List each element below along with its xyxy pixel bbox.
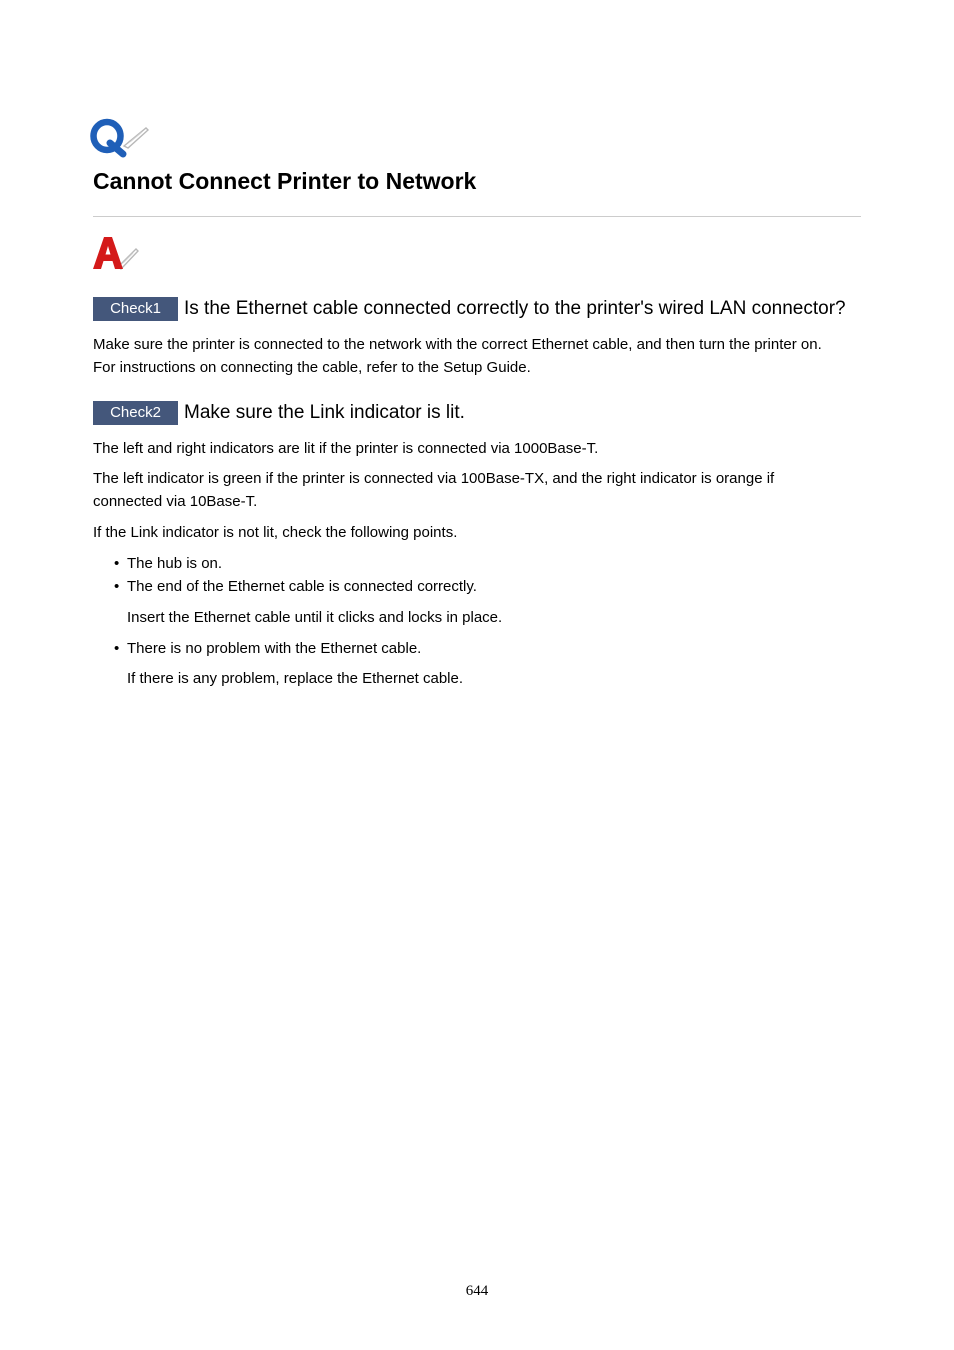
bullet-dot: • — [114, 578, 120, 595]
check1-heading: Is the Ethernet cable connected correctly to the printer's wired LAN connector? — [184, 298, 846, 319]
check2-badge: Check2 — [93, 401, 178, 425]
list-item-detail: If there is any problem, replace the Ethernet cable. — [127, 670, 464, 687]
title-divider — [93, 216, 861, 217]
page-number: 644 — [465, 1283, 489, 1299]
check2-paragraph-1: The left and right indicators are lit if the printer is connected via 1000Base-T. — [93, 440, 599, 457]
check2-paragraph-3: If the Link indicator is not lit, check the following points. — [93, 524, 458, 541]
check1-line-2: For instructions on connecting the cable, refer to the Setup Guide. — [93, 359, 531, 376]
list-item — [114, 575, 477, 598]
list-item-detail: Insert the Ethernet cable until it clicks and locks in place. — [127, 609, 503, 626]
question-q-icon — [90, 116, 150, 158]
check1-line-1: Make sure the printer is connected to the network with the correct Ethernet cable, and then turn the printer on. — [93, 336, 822, 353]
list-item-text: There is no problem with the Ethernet cable. — [127, 640, 422, 657]
list-item-text: The end of the Ethernet cable is connected correctly. — [127, 578, 477, 595]
page-title: Cannot Connect Printer to Network — [93, 168, 477, 194]
check2-row — [93, 401, 465, 425]
bullet-dot: • — [114, 640, 120, 657]
check2-paragraph-2-line-2: connected via 10Base-T. — [93, 493, 258, 510]
check1-badge: Check1 — [93, 297, 178, 321]
bullet-dot: • — [114, 555, 120, 572]
list-item — [114, 552, 222, 575]
list-item — [114, 637, 421, 660]
list-item-text: The hub is on. — [127, 555, 223, 572]
answer-a-icon — [90, 233, 142, 273]
check2-heading: Make sure the Link indicator is lit. — [184, 402, 465, 423]
check1-row — [93, 297, 846, 321]
check2-paragraph-2-line-1: The left indicator is green if the printer is connected via 100Base-TX, and the right indicator is orange if — [93, 470, 775, 487]
